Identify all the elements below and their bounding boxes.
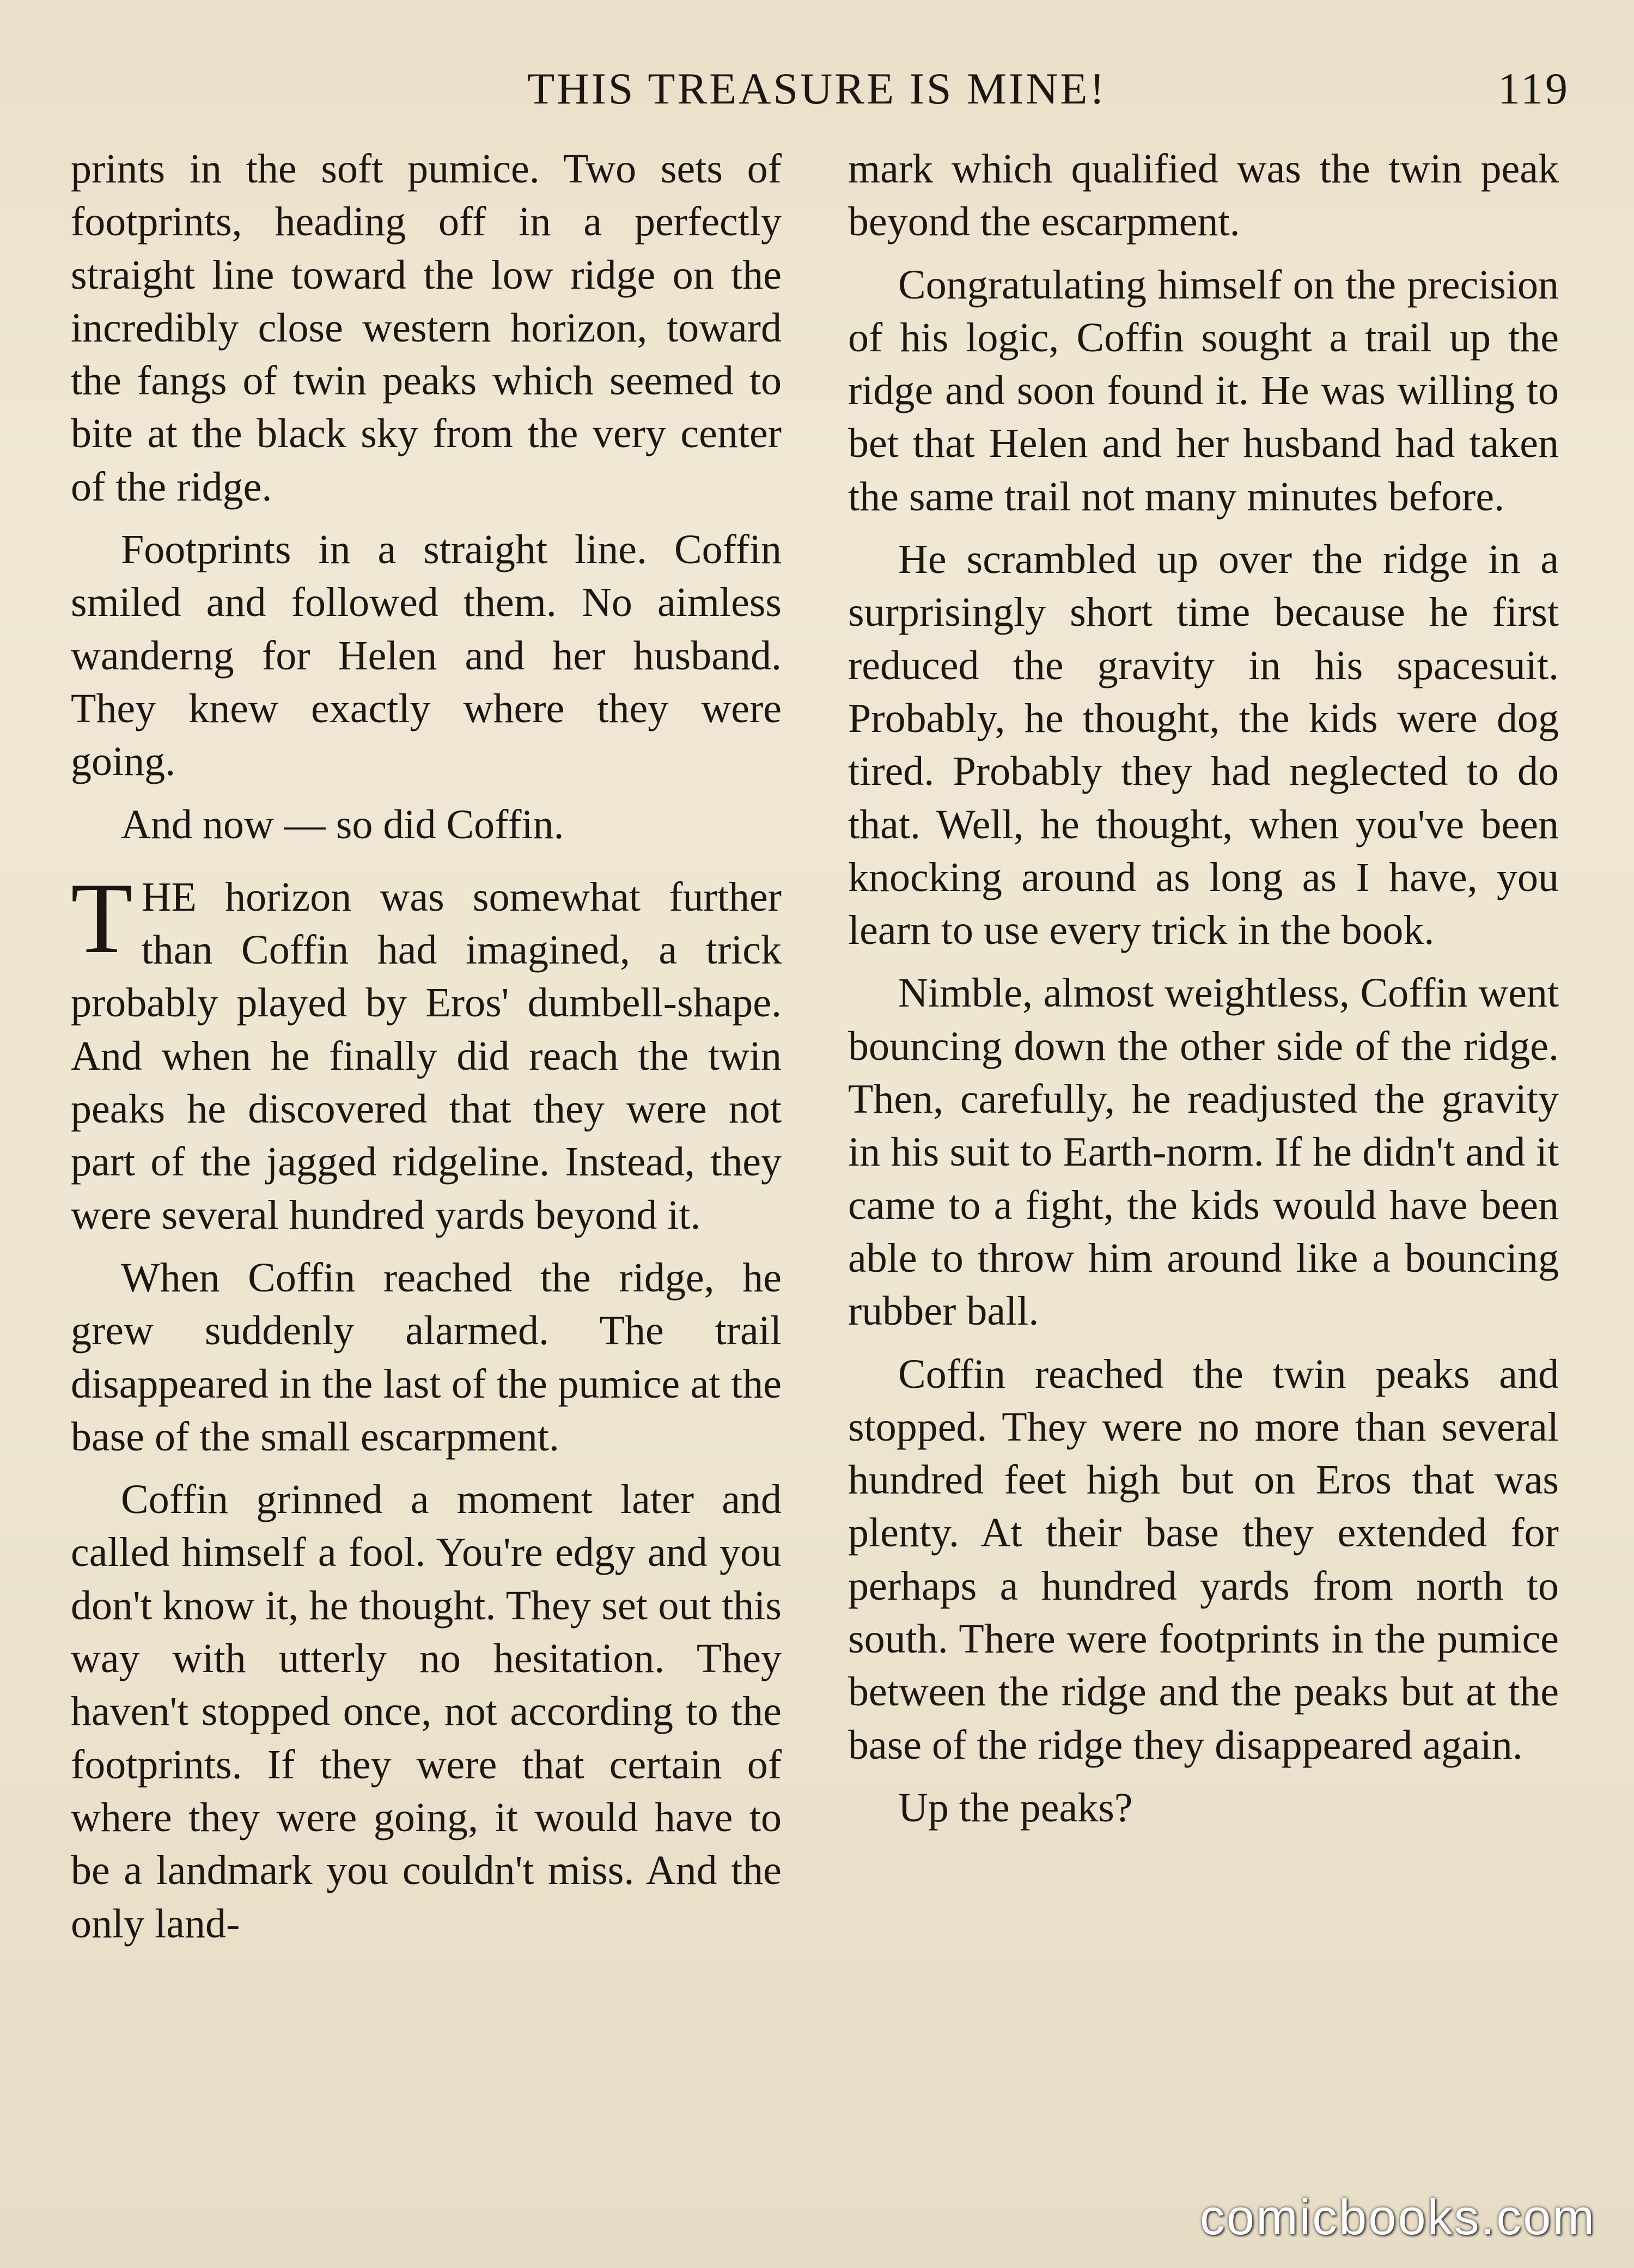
page-number: 119 xyxy=(1498,64,1570,113)
section-opening-text: HE horizon was somewhat further than Coffin had imagined, a trick probably played by Eros' dumbell-shape. And when he finally did reach the twin peaks he discovered that they were not part of the jagged ridgeline. Instead, they were several hundred yards beyond it. xyxy=(71,874,782,1238)
running-head: THIS TREASURE IS MINE! xyxy=(527,64,1107,113)
paragraph: When Coffin reached the ridge, he grew suddenly alarmed. The trail disappeared in the last of the pumice at the base of the small escarpment. xyxy=(71,1254,782,1460)
paragraph: Nimble, almost weightless, Coffin went bouncing down the other side of the ridge. Then, carefully, he readjusted the gravity in his suit to Earth-norm. If he didn't and it came to a fight, the kids would have been able to throw him around like a bouncing rubber ball. xyxy=(848,970,1559,1334)
right-column xyxy=(848,143,1559,1844)
paragraph: He scrambled up over the ridge in a surprisingly short time because he first reduced the gravity in his spacesuit. Probably, he thought, the kids were dog tired. Probably they had neglected to do that. Well, he thought, when you've been knocking around as long as I have, you learn to use every trick in the book. xyxy=(848,536,1559,954)
paragraph: Coffin grinned a moment later and called himself a fool. You're edgy and you don't know it, he thought. They set out this way with utterly no hesitation. They haven't stopped once, not according to the footprints. If they were that certain of where they were going, it would have to be a landmark you couldn't miss. And the only land- xyxy=(71,1477,782,1947)
drop-cap: T xyxy=(71,862,133,974)
paragraph: And now — so did Coffin. xyxy=(121,801,564,848)
paragraph: Up the peaks? xyxy=(898,1784,1133,1831)
section-opening-paragraph xyxy=(71,862,782,1242)
watermark: comicbooks.com xyxy=(1199,2190,1596,2245)
left-column xyxy=(71,143,782,1960)
paragraph: mark which qualified was the twin peak beyond the escarpment. xyxy=(848,146,1559,245)
page-header xyxy=(0,59,1634,119)
paragraph: Footprints in a straight line. Coffin smiled and followed them. No aimless wanderng for Helen and her husband. They knew exactly where they were going. xyxy=(71,527,782,785)
paragraph: Coffin reached the twin peaks and stopped. They were no more than several hundred feet high but on Eros that was plenty. At their base they extended for perhaps a hundred yards from north to south. There were footprints in the pumice between the ridge and the peaks but at the base of the ridge they disappeared again. xyxy=(848,1351,1559,1768)
paragraph: Congratulating himself on the precision of his logic, Coffin sought a trail up the ridge and soon found it. He was willing to bet that Helen and her husband had taken the same trail not many minutes before. xyxy=(848,261,1559,520)
paragraph: prints in the soft pumice. Two sets of footprints, heading off in a perfectly straight line toward the low ridge on the incredibly close western horizon, toward the fangs of twin peaks which seemed to bite at the black sky from the very center of the ridge. xyxy=(71,146,782,510)
